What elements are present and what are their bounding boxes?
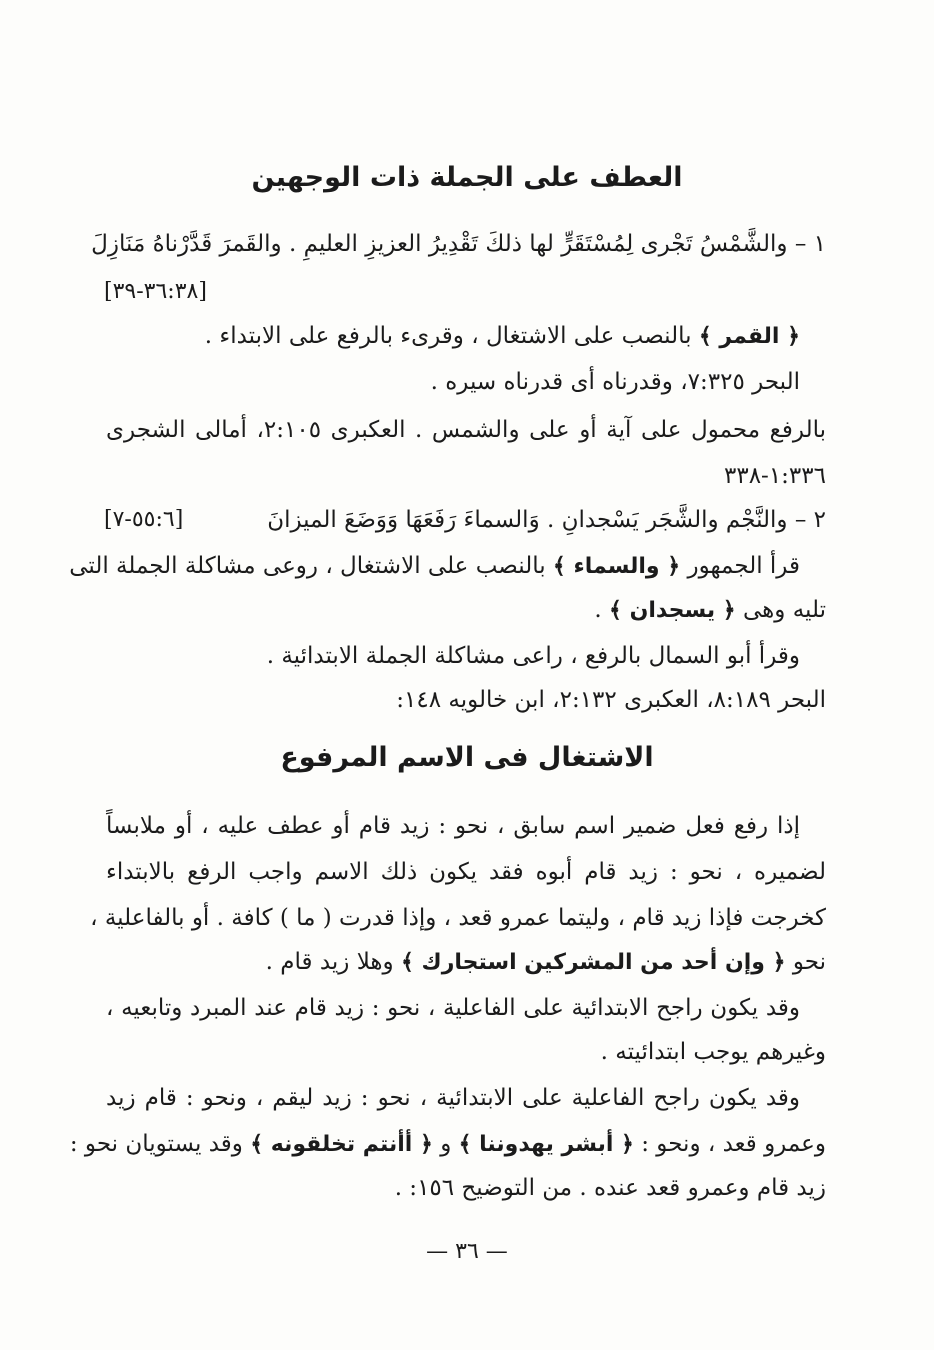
note-text: تليه وهى bbox=[742, 597, 826, 623]
quran-word-qamar: ﴿ القمر ﴾ bbox=[698, 324, 800, 349]
verse-2-line-1: ٢ – والنَّجْم والشَّجَر يَسْجدانِ . وَالسماءَ رَفَعَهَا وَوَضَعَ الميزانَ bbox=[267, 507, 826, 533]
section-title-2: الاشتغال فى الاسم المرفوع bbox=[280, 742, 654, 773]
paragraph-line-3: كخرجت فإذا زيد قام ، وليتما عمرو قعد ، وإذا قدرت ( ما ) كافة . أو بالفاعلية ، bbox=[90, 905, 826, 931]
paragraph-line-5: وقد يكون راجح الابتدائية على الفاعلية ، نحو : زيد قام عند المبرد وتابعيه ، bbox=[106, 995, 800, 1021]
paragraph-line-2: لضميره ، نحو : زيد قام أبوه فقد يكون ذلك الاسم واجب الرفع بالابتداء bbox=[106, 859, 826, 885]
section-title-1: العطف على الجملة ذات الوجهين bbox=[251, 162, 683, 193]
note-text: بالنصب على الاشتغال ، وقرىء بالرفع على الابتداء . bbox=[204, 323, 692, 349]
verse-2-note-1 bbox=[69, 546, 800, 586]
verse-1-note-1 bbox=[205, 316, 800, 356]
verse-1-note-2: البحر ٧:٣٢٥، وقدرناه أى قدرناه سيره . bbox=[430, 369, 800, 395]
quran-quote-antum: ﴿ أأنتم تخلقونه ﴾ bbox=[250, 1132, 433, 1157]
verse-1-line-1: ١ – والشَّمْسُ تَجْرى لِمُسْتَقَرٍّ لها ذلكَ تَقْدِيرُ العزيزِ العليمِ . والقَمرَ قَدَّرْناهُ مَنَازِلَ bbox=[91, 231, 826, 257]
note-text: وعمرو قعد ، ونحو : bbox=[641, 1131, 826, 1157]
quran-word-yasjudan: ﴿ يسجدان ﴾ bbox=[609, 598, 736, 623]
paragraph-line-6: وغيرهم يوجب ابتدائيته . bbox=[600, 1039, 826, 1065]
quran-quote-istajarak: ﴿ وإن أحد من المشركين استجارك ﴾ bbox=[400, 950, 786, 975]
note-text: و bbox=[440, 1131, 452, 1157]
page-number: — ٣٦ — bbox=[426, 1239, 508, 1264]
verse-2-note-4: البحر ٨:١٨٩، العكبرى ٢:١٣٢، ابن خالويه ١٤٨: bbox=[396, 687, 826, 713]
note-text: نحو bbox=[792, 949, 826, 975]
quran-word-samaa: ﴿ والسماء ﴾ bbox=[552, 554, 681, 579]
verse-2-reference: [٥٥:٦-٧] bbox=[104, 507, 184, 532]
note-text: وقد يستويان نحو : bbox=[69, 1131, 243, 1157]
verse-1-reference: [٣٦:٣٨-٣٩] bbox=[104, 279, 207, 304]
paragraph-line-7: وقد يكون راجح الفاعلية على الابتدائية ، نحو : زيد ليقم ، ونحو : قام زيد bbox=[106, 1085, 800, 1111]
verse-2-note-2 bbox=[594, 590, 826, 630]
note-text: . bbox=[594, 597, 602, 623]
note-text: بالنصب على الاشتغال ، روعى مشاكلة الجملة التى bbox=[69, 553, 546, 579]
note-text: قرأ الجمهور bbox=[687, 553, 800, 579]
paragraph-line-1: إذا رفع فعل ضمير اسم سابق ، نحو : زيد قام أو عطف عليه ، أو ملابساً bbox=[106, 813, 800, 839]
quran-quote-abashar: ﴿ أبشر يهدوننا ﴾ bbox=[458, 1132, 634, 1157]
note-text: وهلا زيد قام . bbox=[265, 949, 394, 975]
verse-2-note-3: وقرأ أبو السمال بالرفع ، راعى مشاكلة الجملة الابتدائية . bbox=[266, 643, 800, 669]
paragraph-line-4 bbox=[266, 942, 826, 982]
verse-1-note-3: بالرفع محمول على آية أو على والشمس . العكبرى ٢:١٠٥، أمالى الشجرى bbox=[106, 417, 826, 443]
paragraph-line-8 bbox=[69, 1124, 826, 1164]
verse-1-note-4: ١:٣٣٦-٣٣٨ bbox=[723, 463, 826, 489]
paragraph-line-9: زيد قام وعمرو قعد عنده . من التوضيح ١٥٦: . bbox=[394, 1175, 826, 1201]
